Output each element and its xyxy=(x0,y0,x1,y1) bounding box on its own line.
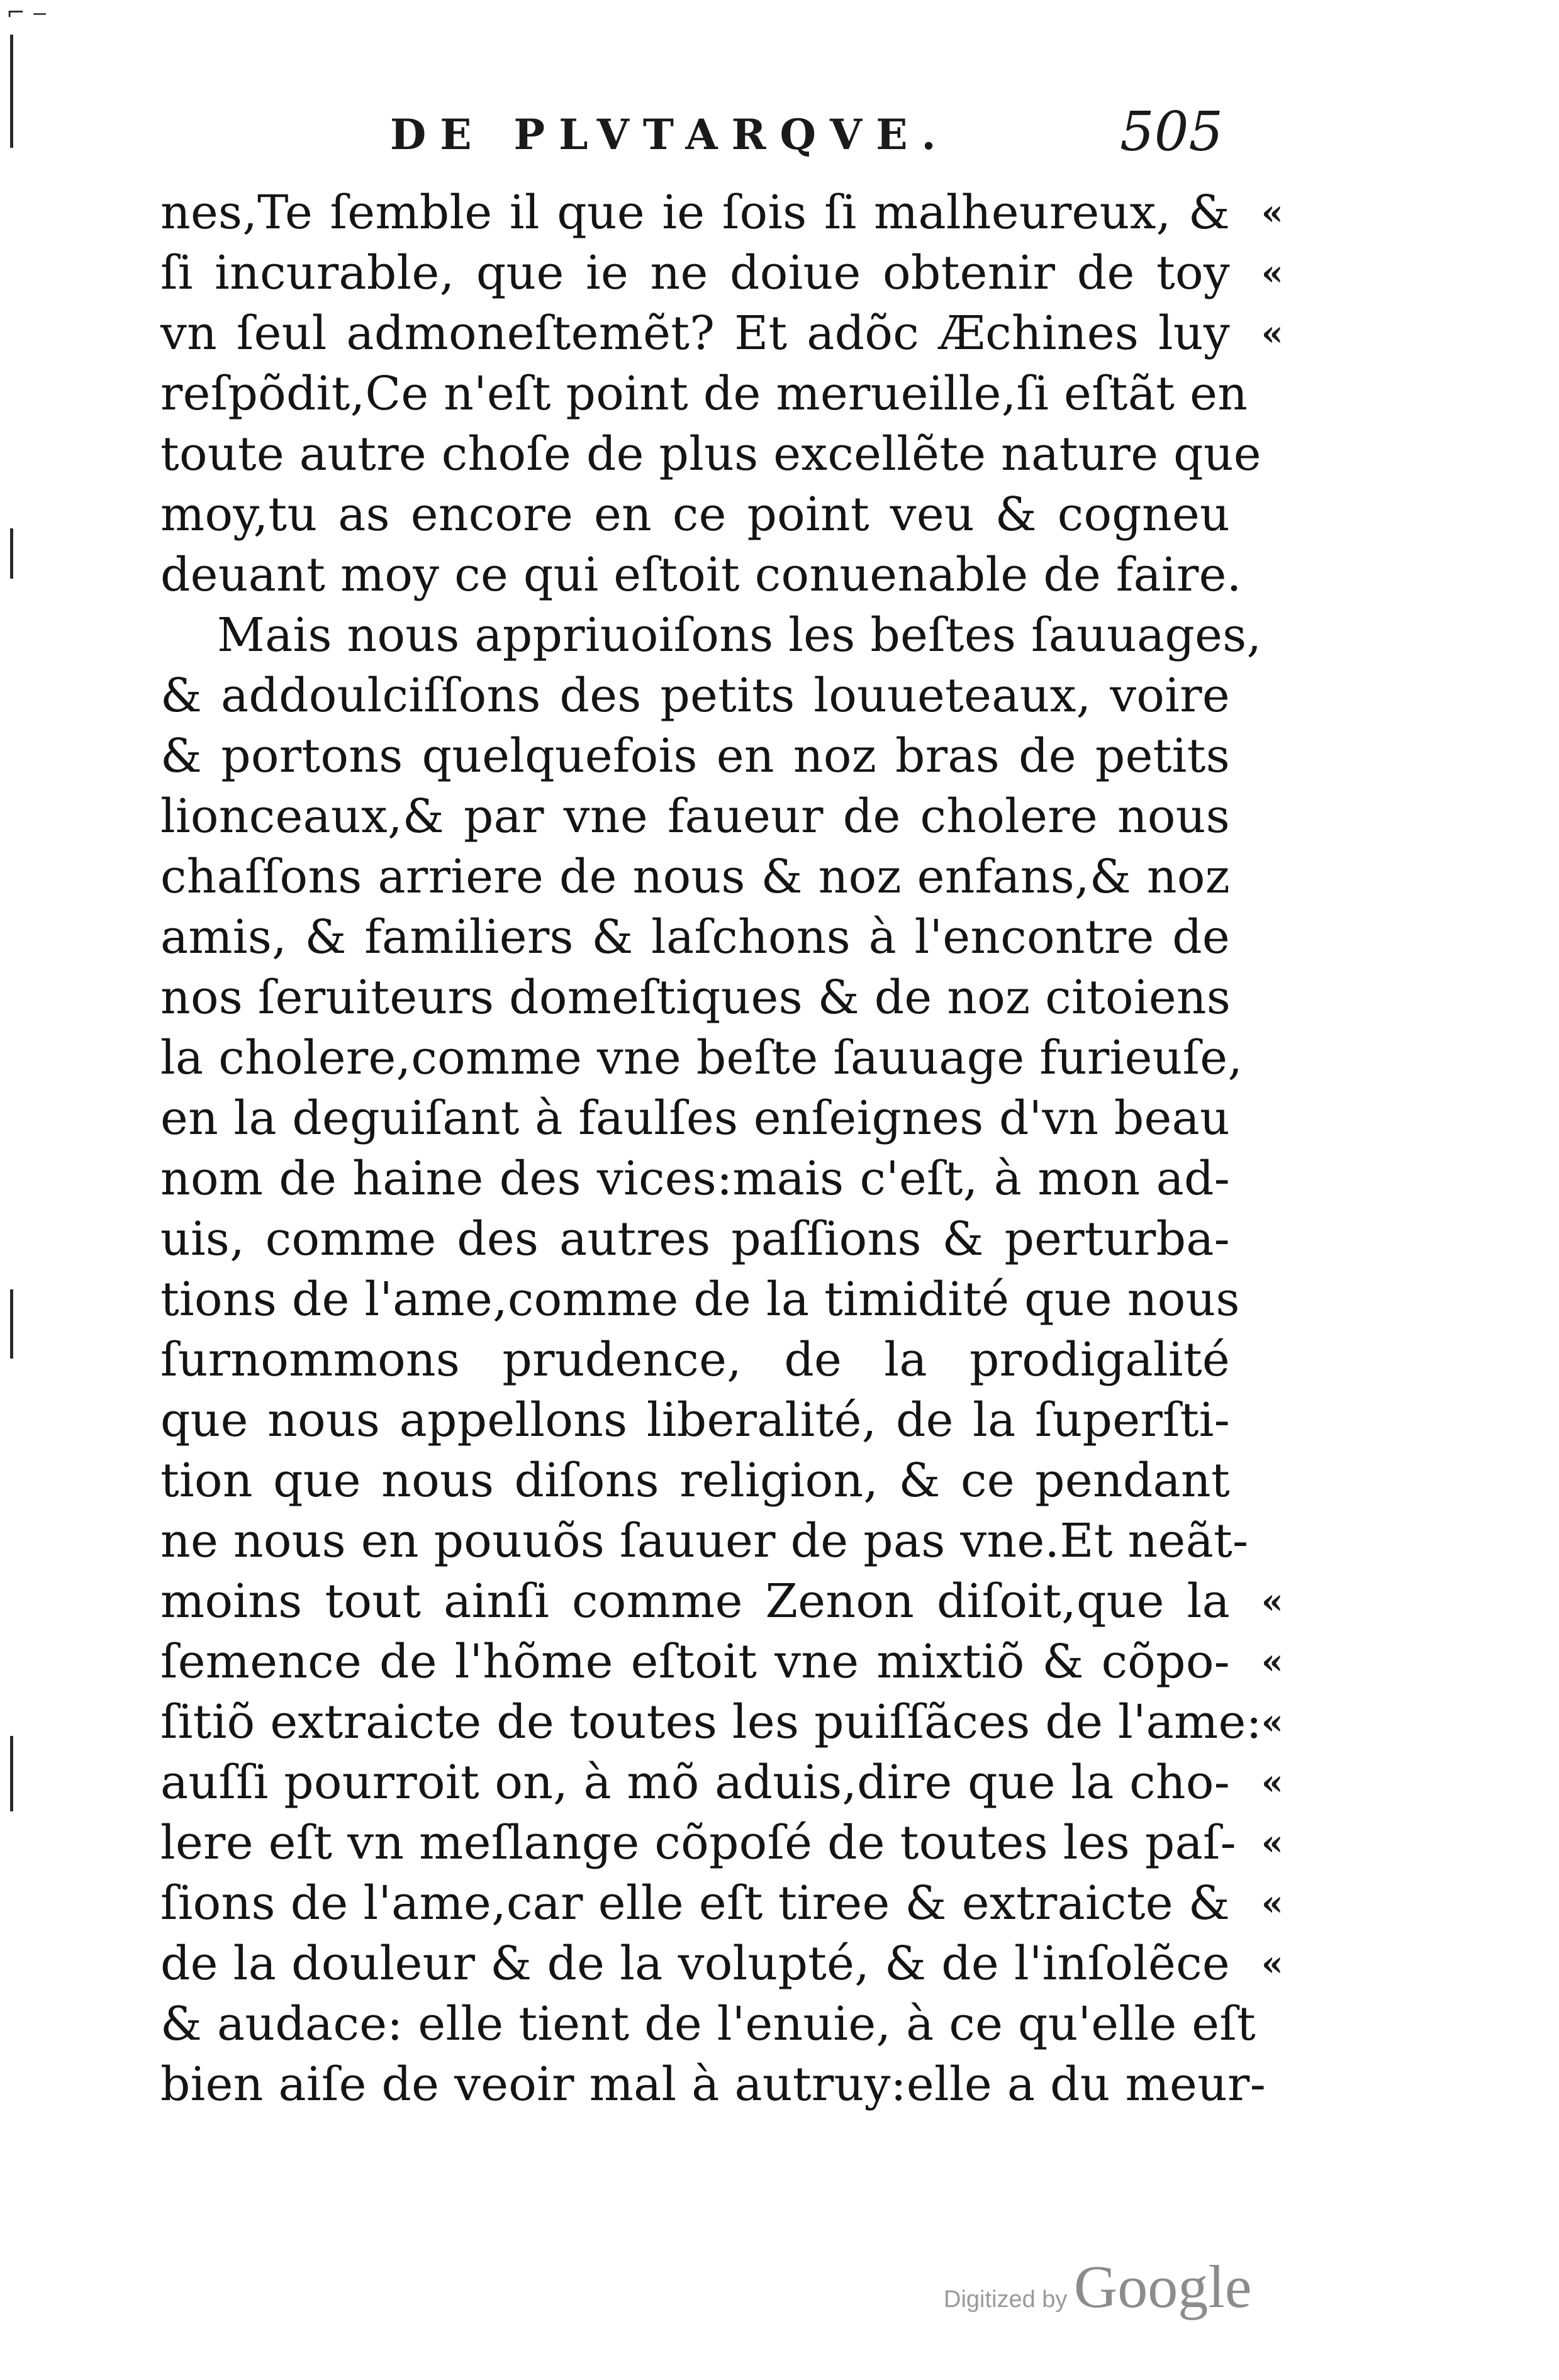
text-line-content: moy,tu as encore en ce point veu & cogneu xyxy=(160,487,1230,542)
text-line xyxy=(160,847,1230,907)
watermark-prefix: Digitized by xyxy=(944,2286,1068,2313)
text-line-content: nos ſeruiteurs domeſtiques & de noz citoiens xyxy=(160,970,1231,1025)
text-line xyxy=(160,605,1262,665)
scan-corner-mark: ⌐ ‒ xyxy=(6,0,47,26)
text-line xyxy=(160,1269,1240,1330)
marginal-quote-mark: « xyxy=(1261,1822,1283,1864)
margin-scan-mark xyxy=(10,35,13,148)
text-line xyxy=(160,545,1242,605)
text-line xyxy=(160,1148,1230,1209)
page-number: 505 xyxy=(1120,101,1224,164)
text-line-content: reſpõdit,Ce n'eſt point de merueille,ſi eſtãt en xyxy=(160,367,1248,421)
text-line-content: nom de haine des vices:mais c'eſt, à mon ad- xyxy=(160,1152,1230,1206)
marginal-quote-mark: « xyxy=(1261,1641,1283,1682)
text-line-content: que nous appellons liberalité, de la ſuperſti- xyxy=(160,1393,1230,1447)
text-line xyxy=(160,1994,1256,2054)
text-line-content: moins tout ainſi comme Zenon diſoit,que la xyxy=(160,1574,1230,1628)
text-line xyxy=(160,1390,1230,1450)
watermark-brand: Google xyxy=(1073,2253,1252,2320)
marginal-quote-mark: « xyxy=(1261,1943,1283,1984)
text-line xyxy=(160,907,1230,967)
text-line xyxy=(160,1028,1243,1088)
text-line xyxy=(160,1752,1283,1813)
text-line-content: Mais nous appriuoiſons les beſtes ſauuages, xyxy=(217,608,1262,662)
running-title: DE PLVTARQVE. xyxy=(390,110,950,159)
text-line-content: tions de l'ame,comme de la timidité que nous xyxy=(160,1272,1240,1326)
margin-scan-mark xyxy=(10,1289,13,1359)
text-line-content: deuant moy ce qui eſtoit conuenable de faire. xyxy=(160,548,1242,602)
marginal-quote-mark: « xyxy=(1261,1762,1283,1803)
text-line-content: nes,Te ſemble il que ie ſois ſi malheureux, & xyxy=(160,186,1230,240)
marginal-quote-mark: « xyxy=(1261,1581,1283,1622)
text-line xyxy=(160,364,1248,424)
text-line-content: ſemence de l'hõme eſtoit vne mixtiõ & cõpo- xyxy=(160,1635,1230,1689)
text-line-content: toute autre choſe de plus excellẽte nature que xyxy=(160,427,1261,481)
text-line xyxy=(160,1933,1283,1994)
marginal-quote-mark: « xyxy=(1261,313,1283,354)
text-line xyxy=(160,303,1283,364)
text-line xyxy=(160,484,1230,545)
text-line-content: & portons quelquefois en noz bras de petits xyxy=(160,729,1230,783)
text-line xyxy=(160,1692,1283,1752)
margin-scan-mark xyxy=(10,1736,13,1811)
text-line-content: & addoulciſſons des petits louueteaux, voire xyxy=(160,669,1230,723)
text-line-content: lionceaux,& par vne faueur de cholere nous xyxy=(160,789,1230,843)
text-line-content: ne nous en pouuõs ſauuer de pas vne.Et neãt- xyxy=(160,1514,1249,1568)
text-line-content: tion que nous diſons religion, & ce pendant xyxy=(160,1454,1230,1508)
text-line-content: & audace: elle tient de l'enuie, à ce qu'elle eſt xyxy=(160,1997,1256,2051)
text-line-content: chaſſons arriere de nous & noz enfans,& noz xyxy=(160,850,1230,904)
text-line xyxy=(160,786,1230,847)
text-line-content: bien aiſe de veoir mal à autruy:elle a du meur- xyxy=(160,2057,1266,2111)
body-text xyxy=(160,182,1283,2115)
marginal-quote-mark: « xyxy=(1261,252,1283,294)
text-line xyxy=(160,726,1230,786)
text-line-content: ſurnommons prudence, de la prodigalité xyxy=(160,1333,1230,1387)
text-line-content: amis, & familiers & laſchons à l'encontre de xyxy=(160,910,1230,964)
text-line xyxy=(160,1873,1283,1933)
text-line-content: ſions de l'ame,car elle eſt tiree & extraicte & xyxy=(160,1876,1230,1930)
text-line xyxy=(160,1209,1230,1269)
text-line xyxy=(160,1450,1230,1511)
margin-scan-mark xyxy=(10,528,13,579)
text-line xyxy=(160,1511,1249,1571)
text-line-content: la cholere,comme vne beſte ſauuage furieuſe, xyxy=(160,1031,1243,1085)
text-line-content: de la douleur & de la volupté, & de l'inſolẽce xyxy=(160,1937,1230,1991)
text-line xyxy=(160,1813,1283,1873)
text-line xyxy=(160,424,1261,484)
text-line xyxy=(160,182,1283,243)
text-line-content: ſi incurable, que ie ne doiue obtenir de toy xyxy=(160,246,1230,300)
digitization-watermark xyxy=(944,2252,1251,2322)
marginal-quote-mark: « xyxy=(1261,1882,1283,1924)
text-line-content: en la deguiſant à faulſes enſeignes d'vn beau xyxy=(160,1091,1230,1145)
text-line xyxy=(160,2054,1266,2115)
text-line xyxy=(160,1330,1230,1390)
text-line xyxy=(160,243,1283,303)
marginal-quote-mark: « xyxy=(1261,1701,1283,1743)
text-line-content: lere eſt vn meſlange cõpoſé de toutes les paſ- xyxy=(160,1816,1236,1870)
text-line xyxy=(160,665,1230,726)
text-line xyxy=(160,967,1230,1028)
text-line xyxy=(160,1571,1283,1632)
text-line-content: vn ſeul admoneſtemẽt? Et adõc Æchines luy xyxy=(160,306,1230,360)
marginal-quote-mark: « xyxy=(1261,192,1283,233)
text-line-content: ſitiõ extraicte de toutes les puiſſãces de l'ame: xyxy=(160,1695,1262,1749)
text-line-content: auſſi pourroit on, à mõ aduis,dire que la cho- xyxy=(160,1755,1230,1810)
text-line-content: uis, comme des autres paſſions & perturba- xyxy=(160,1212,1230,1266)
text-line xyxy=(160,1632,1283,1692)
text-line xyxy=(160,1088,1230,1148)
